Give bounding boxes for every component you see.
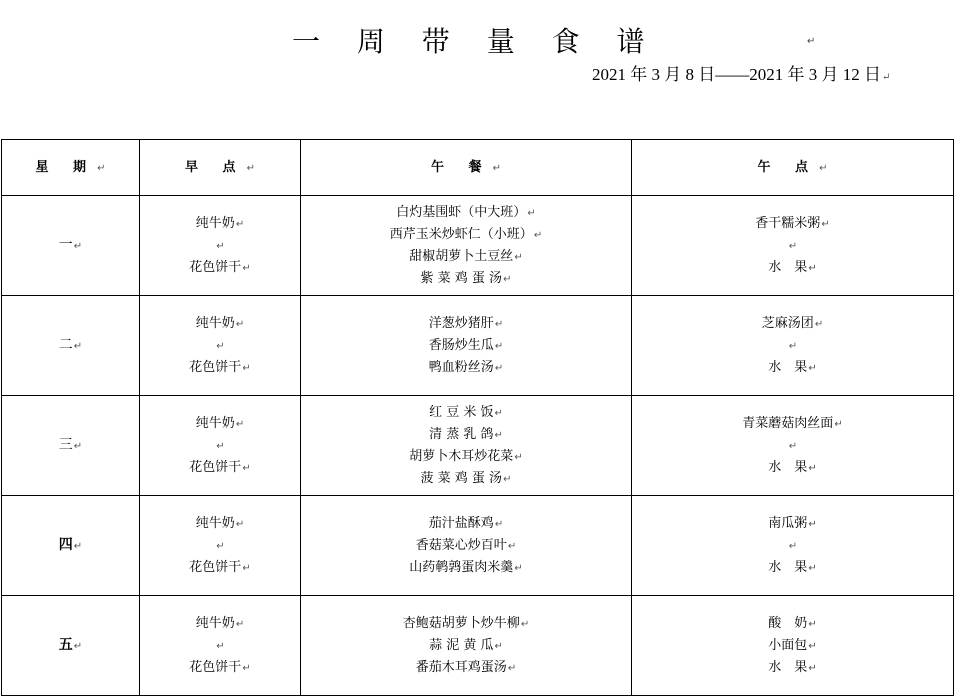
breakfast-item: 花色饼干↵ <box>189 559 251 575</box>
paragraph-mark-icon: ↵ <box>882 72 891 83</box>
paragraph-mark-icon: ↵ <box>216 440 225 452</box>
paragraph-mark-icon: ↵ <box>242 462 251 474</box>
breakfast-item: 纯牛奶↵ <box>195 315 245 331</box>
table-row <box>2 596 954 696</box>
paragraph-mark-icon: ↵ <box>788 340 798 352</box>
date-range <box>592 60 890 85</box>
day-cell <box>2 396 140 496</box>
breakfast-item <box>140 435 300 457</box>
snack-item: 水 果↵ <box>768 559 817 575</box>
lunch-item: 番茄木耳鸡蛋汤↵ <box>415 659 517 675</box>
table-row <box>2 296 954 396</box>
paragraph-mark-icon: ↵ <box>73 240 83 252</box>
paragraph-mark-icon: ↵ <box>235 418 245 430</box>
snack-cell <box>632 296 954 396</box>
column-header-snack: 午 点↵ <box>632 140 954 196</box>
day-label: 三 <box>58 436 73 453</box>
lunch-item: 紫 菜 鸡 蛋 汤↵ <box>420 270 512 286</box>
snack-item <box>632 435 953 457</box>
paragraph-mark-icon: ↵ <box>494 318 504 330</box>
day-label: 四 <box>58 536 73 553</box>
snack-item: 青菜蘑菇肉丝面↵ <box>742 415 843 431</box>
paragraph-mark-icon: ↵ <box>788 240 798 252</box>
snack-item: 芝麻汤团↵ <box>761 315 824 331</box>
page-title: 一 周 带 量 食 谱 <box>292 25 659 58</box>
table-header-row <box>2 140 954 196</box>
table-row <box>2 396 954 496</box>
breakfast-cell <box>140 196 301 296</box>
lunch-item: 甜椒胡萝卜土豆丝↵ <box>409 248 523 264</box>
snack-cell <box>632 596 954 696</box>
paragraph-mark-icon: ↵ <box>808 562 817 574</box>
lunch-cell <box>301 496 632 596</box>
paragraph-mark-icon: ↵ <box>807 36 816 47</box>
paragraph-mark-icon: ↵ <box>494 429 503 441</box>
paragraph-mark-icon: ↵ <box>73 540 83 552</box>
day-cell <box>2 496 140 596</box>
paragraph-mark-icon: ↵ <box>514 451 523 463</box>
day-cell <box>2 296 140 396</box>
breakfast-item: 纯牛奶↵ <box>195 215 245 231</box>
breakfast-item <box>140 535 300 557</box>
paragraph-mark-icon: ↵ <box>242 662 251 674</box>
day-label: 一 <box>58 236 73 253</box>
lunch-item: 清 蒸 乳 鸽↵ <box>429 426 503 442</box>
lunch-cell <box>301 396 632 496</box>
column-header-day: 星 期↵ <box>2 140 140 196</box>
paragraph-mark-icon: ↵ <box>73 640 83 652</box>
breakfast-item <box>140 235 300 257</box>
breakfast-item: 花色饼干↵ <box>189 459 251 475</box>
snack-cell <box>632 496 954 596</box>
paragraph-mark-icon: ↵ <box>235 618 245 630</box>
breakfast-cell <box>140 296 301 396</box>
lunch-item: 山药鹌鹑蛋肉米羹↵ <box>409 559 523 575</box>
breakfast-item: 花色饼干↵ <box>189 659 251 675</box>
snack-item <box>632 235 953 257</box>
breakfast-item: 纯牛奶↵ <box>195 415 245 431</box>
paragraph-mark-icon: ↵ <box>514 562 523 574</box>
snack-cell <box>632 196 954 296</box>
paragraph-mark-icon: ↵ <box>216 240 225 252</box>
table-row <box>2 496 954 596</box>
day-cell <box>2 196 140 296</box>
snack-item: 酸 奶↵ <box>768 615 817 631</box>
paragraph-mark-icon: ↵ <box>814 318 824 330</box>
paragraph-mark-icon: ↵ <box>527 207 536 219</box>
lunch-item: 鸭血粉丝汤↵ <box>428 359 504 375</box>
lunch-item: 杏鲍菇胡萝卜炒牛柳↵ <box>402 615 530 631</box>
paragraph-mark-icon: ↵ <box>507 662 517 674</box>
column-header-lunch: 午 餐↵ <box>301 140 632 196</box>
breakfast-cell <box>140 596 301 696</box>
lunch-cell <box>301 196 632 296</box>
snack-item: 水 果↵ <box>768 259 817 275</box>
paragraph-mark-icon: ↵ <box>235 518 245 530</box>
breakfast-item <box>140 635 300 657</box>
snack-item: 水 果↵ <box>768 359 817 375</box>
paragraph-mark-icon: ↵ <box>242 262 251 274</box>
paragraph-mark-icon: ↵ <box>834 418 843 430</box>
lunch-item: 香菇菜心炒百叶↵ <box>415 537 517 553</box>
table-row <box>2 196 954 296</box>
paragraph-mark-icon: ↵ <box>494 518 504 530</box>
paragraph-mark-icon: ↵ <box>235 318 245 330</box>
day-label: 五 <box>58 636 73 653</box>
paragraph-mark-icon: ↵ <box>494 340 504 352</box>
paragraph-mark-icon: ↵ <box>216 640 225 652</box>
snack-item: 香干糯米粥↵ <box>755 215 830 231</box>
paragraph-mark-icon: ↵ <box>503 473 512 485</box>
column-header-breakfast: 早 点↵ <box>140 140 301 196</box>
lunch-item: 洋葱炒猪肝↵ <box>428 315 504 331</box>
paragraph-mark-icon: ↵ <box>808 462 817 474</box>
paragraph-mark-icon: ↵ <box>494 407 503 419</box>
paragraph-mark-icon: ↵ <box>242 362 251 374</box>
paragraph-mark-icon: ↵ <box>808 362 817 374</box>
breakfast-cell <box>140 396 301 496</box>
date-range-text: 2021 年 3 月 8 日——2021 年 3 月 12 日 <box>592 65 881 84</box>
lunch-cell <box>301 596 632 696</box>
weekly-menu-table <box>1 139 954 696</box>
paragraph-mark-icon: ↵ <box>242 562 251 574</box>
paragraph-mark-icon: ↵ <box>808 518 817 530</box>
lunch-item: 蒜 泥 黄 瓜↵ <box>429 637 503 653</box>
paragraph-mark-icon: ↵ <box>808 262 817 274</box>
paragraph-mark-icon: ↵ <box>520 618 530 630</box>
paragraph-mark-icon: ↵ <box>821 218 830 230</box>
paragraph-mark-icon: ↵ <box>808 618 817 630</box>
breakfast-item: 纯牛奶↵ <box>195 515 245 531</box>
paragraph-mark-icon: ↵ <box>808 640 817 652</box>
breakfast-item: 花色饼干↵ <box>189 259 251 275</box>
snack-item: 南瓜粥↵ <box>768 515 817 531</box>
paragraph-mark-icon: ↵ <box>808 662 817 674</box>
lunch-item: 胡萝卜木耳炒花菜↵ <box>409 448 523 464</box>
paragraph-mark-icon: ↵ <box>235 218 245 230</box>
snack-item <box>632 535 953 557</box>
paragraph-mark-icon: ↵ <box>533 229 543 241</box>
snack-item <box>632 335 953 357</box>
paragraph-mark-icon: ↵ <box>788 540 798 552</box>
paragraph-mark-icon: ↵ <box>788 440 798 452</box>
snack-cell <box>632 396 954 496</box>
paragraph-mark-icon: ↵ <box>216 540 225 552</box>
lunch-item: 红 豆 米 饭↵ <box>429 404 503 420</box>
day-label: 二 <box>58 336 73 353</box>
lunch-cell <box>301 296 632 396</box>
paragraph-mark-icon: ↵ <box>514 251 523 263</box>
paragraph-mark-icon: ↵ <box>73 340 83 352</box>
lunch-item: 香肠炒生瓜↵ <box>428 337 504 353</box>
snack-item: 水 果↵ <box>768 659 817 675</box>
lunch-item: 西芹玉米炒虾仁（小班）↵ <box>389 226 543 242</box>
paragraph-mark-icon: ↵ <box>73 440 83 452</box>
breakfast-cell <box>140 496 301 596</box>
lunch-item: 菠 菜 鸡 蛋 汤↵ <box>420 470 512 486</box>
breakfast-item: 花色饼干↵ <box>189 359 251 375</box>
paragraph-mark-icon: ↵ <box>494 640 503 652</box>
breakfast-item: 纯牛奶↵ <box>195 615 245 631</box>
paragraph-mark-icon: ↵ <box>494 362 504 374</box>
lunch-item: 茄汁盐酥鸡↵ <box>428 515 504 531</box>
paragraph-mark-icon: ↵ <box>216 340 225 352</box>
snack-item: 小面包↵ <box>768 637 817 653</box>
day-cell <box>2 596 140 696</box>
snack-item: 水 果↵ <box>768 459 817 475</box>
paragraph-mark-icon: ↵ <box>507 540 517 552</box>
breakfast-item <box>140 335 300 357</box>
paragraph-mark-icon: ↵ <box>503 273 512 285</box>
table-body <box>2 196 954 696</box>
lunch-item: 白灼基围虾（中大班）↵ <box>396 204 536 220</box>
